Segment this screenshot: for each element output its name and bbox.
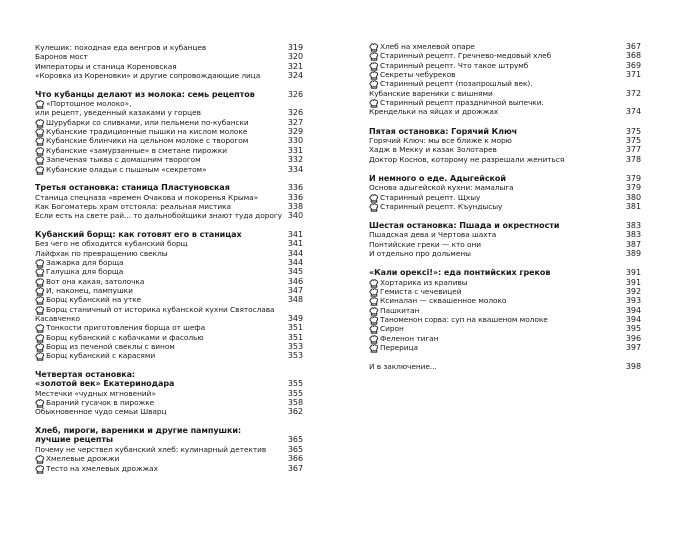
toc-entry-title: Хадж в Мекку и казак Золотарев [369,145,497,155]
toc-entry-title: Станица спецназа «времен Очакова и покоренья Крыма» [35,192,259,202]
toc-page-number: 383 [625,221,641,230]
toc-entry-title: Хортарика из крапивы [380,277,468,287]
toc-page-number: 367 [287,463,303,473]
toc-entry-title: Кубанский борщ: как готовят его в станицах [35,229,242,239]
toc-entry-title: Местечки «чудных мгновений» [35,388,156,398]
toc-page-number: 395 [625,324,641,334]
toc-page-number: 379 [625,173,641,183]
toc-entry-title: И в заключение... [369,362,437,372]
toc-entry-title: Борщ кубанский с карасями [46,351,156,361]
toc-entry-title: Старинный рецепт (позапрошлый век). [380,79,533,89]
toc-page-number: 320 [287,52,303,62]
toc-entry-title: Кубанские традиционные пышки на кислом молоке [46,127,248,137]
toc-page-number: 353 [287,342,303,352]
toc-entry-title: Борщ кубанский с кабачками и фасолью [46,332,204,342]
toc-entry-title: Доктор Коснов, которому не разрешали жениться [369,154,565,164]
toc-entry [369,362,641,372]
toc-page-number: 391 [625,277,641,287]
toc-page-number: 398 [625,362,641,372]
toc-entry-title: Хлеб, пироги, вареники и другие пампушки: [35,426,242,436]
toc-entry-title: Таноменон сорва: суп на квашеном молоке [380,314,548,324]
toc-page-number: 387 [625,239,641,249]
toc-entry-title: Горячий Ключ: мы все ближе к морю [369,135,512,145]
toc-entry-title: Тонкости приготовления борща от шефа [46,323,206,333]
toc-entry-title: Третья остановка: станица Пластуновская [35,183,230,193]
toc-page-number: 336 [287,183,303,193]
toc-entry-title: «Портошное молоко», [46,99,132,109]
toc-entry [369,343,641,353]
toc-page-number: 362 [287,407,303,417]
toc-entry-title: Основа адыгейской кухни: мамалыга [369,183,514,193]
toc-page-number: 327 [287,117,303,127]
toc-entry-title: Императоры и станица Кореновская [35,61,177,71]
toc-page-number: 351 [287,323,303,333]
toc-page-number: 329 [287,127,303,137]
toc-entry-title: «Кали орексі!»: еда понтийских греков [369,268,551,278]
toc-entry-title: Пашкитан [380,305,420,315]
toc-page-number: 332 [287,155,303,165]
toc-page-number: 336 [287,192,303,202]
toc-page-number: 374 [625,107,641,117]
chef-hat-icon [35,166,45,175]
toc-page-number: 351 [287,332,303,342]
toc-entry-title: Почему не черствел кубанский хлеб: кулинарный детектив [35,444,267,454]
toc-entry-title: Пшадская дева и Чертова шахта [369,230,497,240]
toc-entry-title: Кубанские оладьи с пышным «секретом» [46,164,207,174]
toc-page-number: 341 [287,239,303,249]
toc-entry-title: Феленон тиган [380,333,439,343]
toc-page-number: 341 [287,229,303,239]
toc-page-number: 365 [287,435,303,445]
toc-entry-title: Секреты чебуреков [380,70,456,80]
chef-hat-icon [369,203,379,212]
toc-entry-title: «золотой век» Екатеринодара [35,379,175,389]
toc-entry-title: Если есть на свете рай... то дальнобойщики знают туда дорогу [35,211,282,221]
toc-entry-title: Старинный рецепт. Щхыу [380,192,481,202]
toc-entry-title: Что кубанцы делают из молока: семь рецептов [35,89,255,99]
toc-page-number: 358 [287,398,303,408]
toc-entry-title: Борщ из печеной свеклы с вином [46,342,175,352]
toc-entry-title: Четвертая остановка: [35,370,136,380]
toc-page-number: 353 [287,351,303,361]
chef-hat-icon [35,352,45,361]
toc-page-number: 391 [625,268,641,278]
toc-entry [35,165,303,175]
toc-page-number: 347 [287,285,303,295]
toc-page-number: 367 [625,42,641,51]
toc-entry-title: Тесто на хмелевых дрожжах [46,463,158,473]
toc-entry-title: Ксиналан — сквашенное молоко [380,296,507,306]
toc-page-number: 348 [287,295,303,305]
toc-page-number: 349 [287,314,303,323]
toc-page-number: 355 [287,379,303,389]
toc-page-number: 330 [287,136,303,146]
toc-page-number: 380 [625,192,641,202]
toc-entry-title: Запеченая тыква с домашним творогом [46,155,201,165]
chef-hat-icon [369,344,379,353]
toc-page-number: 397 [625,343,641,352]
toc-entry [35,71,303,81]
toc-entry-title: Баронов мост [35,52,88,62]
toc-entry-title: Хмелевые дрожжи [46,454,120,464]
toc-entry-title: Старинный рецепт праздничной выпечки. [380,98,544,108]
toc-page-number: 372 [625,88,641,98]
toc-entry-title: Сирон [380,324,404,334]
toc-entry-title: Кубанские вареники с вишнями [369,88,493,98]
toc-page-number: 321 [287,61,303,71]
toc-entry [369,249,641,259]
toc-page-number: 324 [287,71,303,81]
toc-entry-title: Галушка для борща [46,267,124,277]
toc-entry-title: Бараний гусачок в пирожке [46,398,155,408]
toc-page-number: 393 [625,296,641,306]
toc-entry [369,107,641,117]
toc-entry-title: Лайфхак по превращению свеклы [35,248,168,258]
toc-page-number: 344 [287,248,303,258]
toc-page-number: 326 [287,108,303,118]
toc-entry-title: Кубанские блинчики на цельном молоке с творогом [46,136,249,146]
toc-entry-title: Вот она какая, затолочка [46,276,145,286]
toc-entry-title: Касавченко [35,314,80,323]
toc-entry-title: или рецепт, уведенный казаками у горцев [35,108,201,118]
toc-entry-title: Обыкновенное чудо семьи Шварц [35,407,167,417]
toc-entry [35,464,303,474]
toc-entry [35,407,303,417]
toc-entry-title: Старинный рецепт. Что такое штрумб [380,60,529,70]
toc-entry-title: Шестая остановка: Пшада и окрестности [369,221,560,230]
toc-page-number: 378 [625,154,641,164]
toc-page-number: 346 [287,276,303,286]
toc-entry-title: И, наконец, пампушки [46,285,133,295]
toc-entry-title: Без чего не обходится кубанский борщ [35,239,188,249]
toc-page-number: 383 [625,230,641,240]
toc-entry-title: Крендельки на яйцах и дрожжах [369,107,499,117]
toc-entry-title: Борщ станичный от историка кубанской кухни Святослава [46,304,275,314]
toc-page-number: 375 [625,135,641,145]
toc-entry-title: «Коровка из Кореновки» и другие сопровождающие лица [35,71,261,81]
toc-entry-title: Пятая остановка: Горячий Ключ [369,126,518,136]
toc-entry [369,202,641,212]
toc-page-number: 365 [287,444,303,454]
toc-entry-title: И отдельно про дольмены [369,249,471,259]
toc-page-number: 319 [287,43,303,52]
toc-entry [35,211,303,221]
toc-page-number: 381 [625,201,641,211]
toc-entry-title: Хлеб на хмелевой опаре [380,42,475,51]
toc-page-number: 368 [625,51,641,61]
toc-entry-title: Зажарка для борща [46,257,124,267]
toc-entry-title: Кулешик: походная еда венгров и кубанцев [35,43,207,52]
toc-page-number: 379 [625,183,641,193]
toc-page-number: 369 [625,60,641,70]
toc-entry [35,351,303,361]
toc-entry-title: Старинный рецепт. Гречнево-медовый хлеб [380,51,552,61]
toc-page-number: 392 [625,286,641,296]
toc-entry-title: лучшие рецепты [35,435,114,445]
toc-page-number: 345 [287,267,303,277]
toc-page-number: 394 [625,314,641,324]
toc-page-number: 355 [287,388,303,398]
toc-entry-title: И немного о еде. Адыгейской [369,173,506,183]
toc-page-number: 331 [287,145,303,155]
toc-entry-title: Борщ кубанский на утке [46,295,142,305]
toc-page-number: 389 [625,249,641,259]
toc-page-number: 334 [287,164,303,174]
toc-entry-title: Кубанские «замурзанные» в сметане пирожки [46,145,227,155]
toc-entry-title: Перерица [380,343,418,352]
toc-entry-title: Гемиста с чечевицей [380,286,462,296]
toc-page-number: 326 [287,89,303,99]
toc-page-number: 338 [287,201,303,211]
toc-entry-title: Шурубарки со сливками, или пельмени по-кубански [46,117,249,127]
toc-page-number: 340 [287,211,303,221]
toc-page-number: 396 [625,333,641,343]
toc-entry-title: Понтийские греки — кто они [369,239,482,249]
toc-page-number: 377 [625,145,641,155]
toc-entry-title: Старинный рецепт. Къундысыу [380,201,503,211]
toc-page-number: 371 [625,70,641,80]
toc-entry [369,155,641,165]
toc-page-number: 375 [625,126,641,136]
toc-page-number: 394 [625,305,641,315]
chef-hat-icon [35,465,45,474]
toc-page-number: 344 [287,257,303,267]
toc-page-number: 366 [287,454,303,464]
toc-entry-title: Как Богоматерь храм отстояла: реальная мистика [35,201,231,211]
